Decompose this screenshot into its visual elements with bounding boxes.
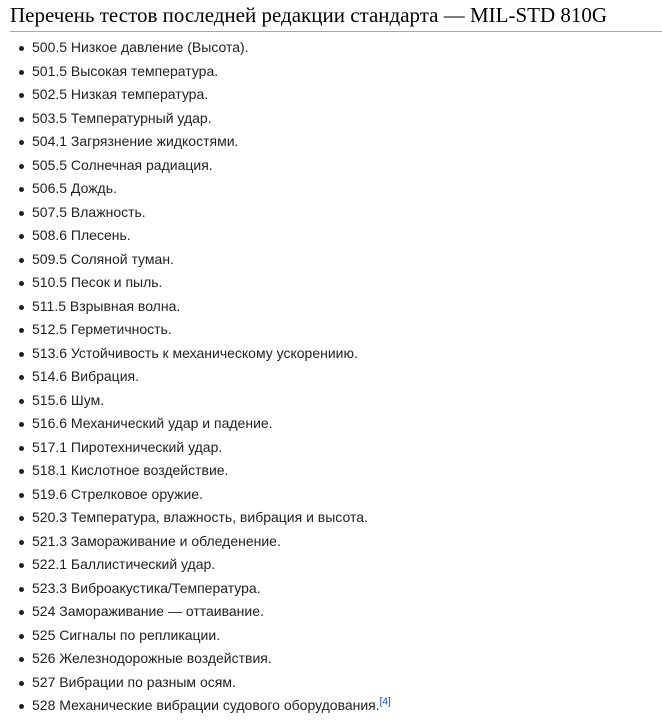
bullet-icon	[19, 187, 24, 192]
bullet-icon	[19, 281, 24, 286]
list-item-text: 517.1 Пиротехнический удар.	[32, 438, 223, 455]
list-item-text: 503.5 Температурный удар.	[32, 109, 212, 126]
list-item	[19, 342, 391, 366]
bullet-icon	[19, 140, 24, 145]
bullet-icon	[19, 704, 24, 709]
list-item	[19, 694, 391, 718]
bullet-icon	[19, 352, 24, 357]
bullet-icon	[19, 211, 24, 216]
list-item-text: 510.5 Песок и пыль.	[32, 274, 163, 290]
bullet-icon	[19, 516, 24, 521]
bullet-icon	[19, 234, 24, 239]
bullet-icon	[19, 657, 24, 662]
list-item	[19, 577, 391, 601]
bullet-icon	[19, 587, 24, 592]
list-item	[19, 506, 391, 530]
list-item	[19, 389, 391, 413]
bullet-icon	[19, 399, 24, 404]
list-item	[19, 530, 391, 554]
list-item	[19, 177, 391, 201]
list-item	[19, 60, 391, 84]
list-item	[19, 248, 391, 272]
list-item	[19, 154, 391, 178]
test-list	[19, 36, 391, 718]
list-item	[19, 647, 391, 671]
list-item-text: 516.6 Механический удар и падение.	[32, 415, 273, 431]
list-item	[19, 318, 391, 342]
bullet-icon	[19, 610, 24, 615]
list-item	[19, 295, 391, 319]
bullet-icon	[19, 681, 24, 686]
list-item-text: 524 Замораживание — оттаивание.	[32, 603, 264, 619]
list-item	[19, 224, 391, 248]
reference-link[interactable]: [4]	[379, 696, 391, 708]
list-item	[19, 624, 391, 648]
list-item	[19, 130, 391, 154]
list-item-text: 520.3 Температура, влажность, вибрация и высота.	[32, 509, 368, 525]
bullet-icon	[19, 540, 24, 545]
list-item-text: 526 Железнодорожные воздействия.	[32, 650, 272, 666]
list-item-text: 500.5 Низкое давление (Высота).	[32, 39, 249, 55]
list-item-text: 525 Сигналы по репликации.	[32, 626, 221, 643]
bullet-icon	[19, 328, 24, 333]
list-item-text: 508.6 Плесень.	[32, 227, 131, 243]
list-item	[19, 271, 391, 295]
list-item	[19, 365, 391, 389]
list-item	[19, 671, 391, 695]
list-item-text: 527 Вибрации по разным осям.	[32, 673, 236, 690]
bullet-icon	[19, 375, 24, 380]
list-item-text: 523.3 Виброакустика/Температура.	[32, 579, 261, 596]
list-item	[19, 36, 391, 60]
list-item	[19, 459, 391, 483]
list-item	[19, 412, 391, 436]
list-item-text: 506.5 Дождь.	[32, 180, 117, 196]
bullet-icon	[19, 46, 24, 51]
bullet-icon	[19, 422, 24, 427]
list-item-text: 522.1 Баллистический удар.	[32, 556, 216, 572]
list-item-text: 514.6 Вибрация.	[32, 368, 139, 384]
list-item	[19, 553, 391, 577]
bullet-icon	[19, 305, 24, 310]
bullet-icon	[19, 469, 24, 474]
bullet-icon	[19, 70, 24, 75]
list-item-text: 515.6 Шум.	[32, 391, 105, 408]
list-item	[19, 201, 391, 225]
list-item	[19, 83, 391, 107]
list-item-text: 504.1 Загрязнение жидкостями.	[32, 133, 239, 149]
list-item-text: 518.1 Кислотное воздействие.	[32, 462, 229, 478]
list-item-text: 505.5 Солнечная радиация.	[32, 156, 213, 173]
list-item-text: 507.5 Влажность.	[32, 203, 146, 220]
bullet-icon	[19, 446, 24, 451]
section-heading: Перечень тестов последней редакции стандарта — MIL-STD 810G	[10, 0, 662, 32]
list-item-text: 509.5 Соляной туман.	[32, 250, 174, 267]
bullet-icon	[19, 493, 24, 498]
bullet-icon	[19, 117, 24, 122]
bullet-icon	[19, 164, 24, 169]
list-item-text: 513.6 Устойчивость к механическому ускорениию.	[32, 344, 358, 361]
list-item-text: 512.5 Герметичность.	[32, 321, 172, 337]
list-item-text: 511.5 Взрывная волна.	[32, 297, 181, 314]
bullet-icon	[19, 634, 24, 639]
list-item	[19, 600, 391, 624]
bullet-icon	[19, 563, 24, 568]
list-item-text: 501.5 Высокая температура.	[32, 62, 219, 79]
list-item-text: 521.3 Замораживание и обледенение.	[32, 532, 281, 549]
list-item-text: 519.6 Стрелковое оружие.	[32, 485, 203, 502]
bullet-icon	[19, 93, 24, 98]
list-item	[19, 436, 391, 460]
list-item	[19, 483, 391, 507]
list-item-text: 502.5 Низкая температура.	[32, 86, 209, 102]
list-item-text: 528 Механические вибрации судового оборудования.	[32, 697, 380, 713]
list-item	[19, 107, 391, 131]
bullet-icon	[19, 258, 24, 263]
